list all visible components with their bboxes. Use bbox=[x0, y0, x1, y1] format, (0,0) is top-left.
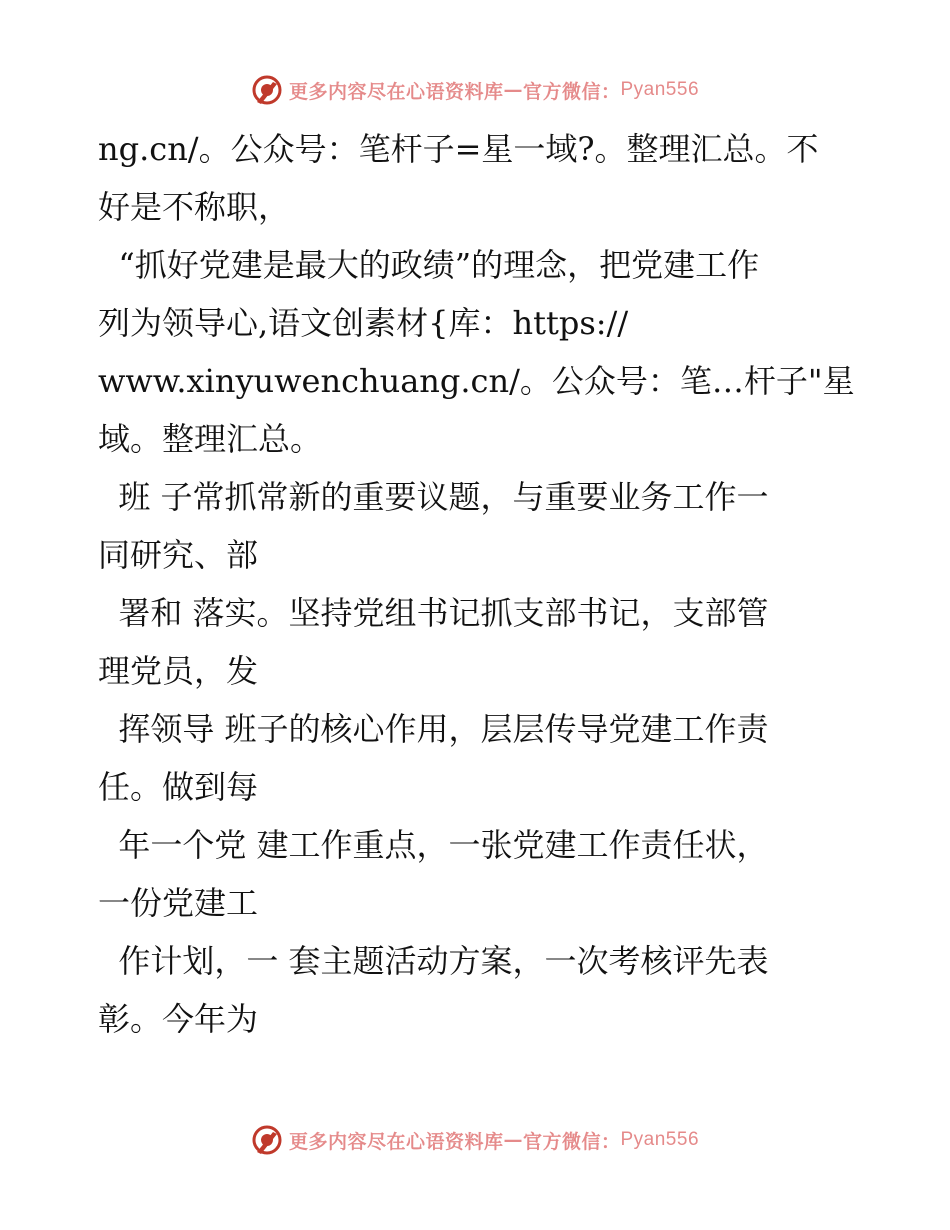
body-line: 理党员，发 bbox=[98, 652, 259, 690]
banner-dash: — bbox=[503, 79, 523, 101]
body-line: 任。做到每 bbox=[98, 768, 259, 806]
body-line: “抓好党建是最大的政绩”的理念，把党建工作 bbox=[98, 246, 760, 284]
body-line: 作计划，一 套主题活动方案，一次考核评先表 bbox=[98, 942, 769, 980]
banner-site-text: 更多内容尽在心语资料库 bbox=[288, 1130, 504, 1153]
body-line: 好是不称职， bbox=[98, 188, 291, 226]
banner-wechat-label: 官方微信： bbox=[522, 1130, 621, 1153]
body-line: 一份党建工 bbox=[98, 884, 259, 922]
body-line: 彰。今年为 bbox=[98, 1000, 259, 1038]
footer-banner bbox=[0, 1120, 950, 1160]
body-line: ng.cn/。公众号：笔杆子=星一域?。整理汇总。不 bbox=[98, 130, 819, 168]
banner-wechat-id: Pyan556 bbox=[620, 79, 700, 100]
banner-site-text: 更多内容尽在心语资料库 bbox=[288, 80, 504, 103]
header-banner bbox=[0, 70, 950, 110]
body-line: 署和 落实。坚持党组书记抓支部书记，支部管 bbox=[98, 594, 769, 632]
pen-logo-icon bbox=[251, 74, 283, 106]
body-line: 列为领导心,语文创素材{库：https:// bbox=[98, 304, 629, 342]
body-line: 同研究、部 bbox=[98, 536, 259, 574]
document-body bbox=[98, 120, 858, 1048]
body-line: 年一个党 建工作重点，一张党建工作责任状， bbox=[98, 826, 769, 864]
body-line: www.xinyuwenchuang.cn/。公众号：笔…杆子"星 bbox=[98, 362, 855, 400]
banner-dash: — bbox=[503, 1129, 523, 1151]
pen-logo-icon bbox=[251, 1124, 283, 1156]
body-line: 挥领导 班子的核心作用，层层传导党建工作责 bbox=[98, 710, 769, 748]
banner-wechat-label: 官方微信： bbox=[522, 80, 621, 103]
banner-wechat-id: Pyan556 bbox=[620, 1129, 700, 1150]
body-line: 班 子常抓常新的重要议题，与重要业务工作一 bbox=[98, 478, 769, 516]
body-line: 域。整理汇总。 bbox=[98, 420, 323, 458]
